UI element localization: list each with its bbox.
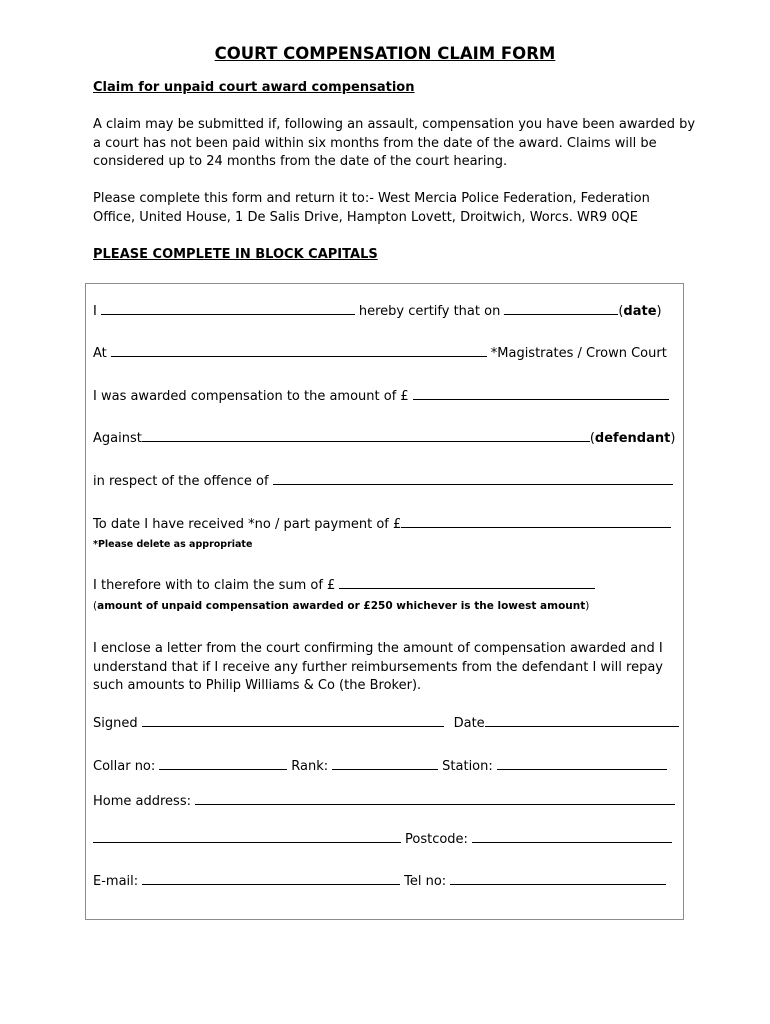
block-capitals-instruction: PLEASE COMPLETE IN BLOCK CAPITALS: [93, 247, 378, 262]
offence-row: [93, 473, 677, 489]
received-label: To date I have received *no / part payment of £: [93, 517, 402, 532]
defendant-field[interactable]: [142, 430, 590, 442]
enclose-line: I enclose a letter from the court confirming the amount of compensation awarded and I: [93, 641, 663, 656]
return-line: Please complete this form and return it to:- West Mercia Police Federation, Federation: [93, 191, 650, 206]
signature-field[interactable]: [142, 715, 444, 727]
station-field[interactable]: [497, 758, 667, 770]
awarded-amount-field[interactable]: [413, 388, 669, 400]
paren-open: (: [93, 600, 98, 612]
paren-open: (: [589, 431, 595, 446]
signed-date-field[interactable]: [485, 715, 679, 727]
postcode-row: [93, 831, 676, 847]
rank-field[interactable]: [332, 758, 438, 770]
intro-line: a court has not been paid within six months from the date of the award. Claims will be: [93, 135, 657, 151]
address-line-2-field[interactable]: [93, 831, 401, 843]
collar-label: Collar no:: [93, 759, 156, 774]
home-address-label: Home address:: [93, 794, 191, 809]
at-label: At: [93, 346, 107, 361]
court-row: [93, 345, 667, 361]
paren-close: ): [670, 431, 676, 446]
tel-label: Tel no:: [404, 874, 447, 889]
contact-row: [93, 873, 670, 889]
postcode-field[interactable]: [472, 831, 672, 843]
certify-label: hereby certify that on: [358, 304, 501, 319]
awarded-label: I was awarded compensation to the amount of £: [93, 389, 409, 404]
court-field[interactable]: [111, 345, 487, 357]
station-label: Station:: [442, 759, 493, 774]
enclose-line: such amounts to Philip Williams & Co (the Broker).: [93, 678, 422, 693]
intro-line: considered up to 24 months from the date of the court hearing.: [93, 154, 508, 169]
received-row: [93, 516, 675, 532]
form-title: COURT COMPENSATION CLAIM FORM: [214, 44, 556, 63]
paren-open: (: [618, 304, 624, 319]
court-option: *Magistrates / Crown Court: [490, 346, 667, 361]
certify-date-field[interactable]: [504, 303, 618, 315]
email-field[interactable]: [142, 873, 400, 885]
signed-row: [93, 715, 683, 731]
delete-note: *Please delete as appropriate: [93, 539, 253, 550]
name-field[interactable]: [101, 303, 355, 315]
return-paragraph: [93, 190, 693, 227]
enclose-line: understand that if I receive any further reimbursements from the defendant I will repay: [93, 659, 663, 675]
collar-field[interactable]: [159, 758, 287, 770]
address-row: [93, 793, 679, 809]
amount-note-line: [93, 600, 589, 612]
certify-prefix: I: [93, 304, 97, 319]
awarded-row: [93, 388, 673, 404]
return-line: Office, United House, 1 De Salis Drive, Hampton Lovett, Droitwich, Worcs. WR9 0QE: [93, 209, 638, 225]
offence-label: in respect of the offence of: [93, 474, 269, 489]
signed-label: Signed: [93, 716, 138, 731]
postcode-label: Postcode:: [405, 832, 468, 847]
date-word: date: [623, 304, 657, 319]
enclose-paragraph: [93, 640, 693, 696]
claim-label: I therefore with to claim the sum of £: [93, 578, 336, 593]
officer-row: [93, 758, 671, 774]
against-row: [93, 430, 675, 446]
form-subtitle: Claim for unpaid court award compensation: [93, 80, 415, 95]
intro-paragraph: [93, 116, 696, 172]
home-address-field[interactable]: [195, 793, 675, 805]
paren-close: ): [585, 600, 590, 612]
email-label: E-mail:: [93, 874, 139, 889]
intro-line: A claim may be submitted if, following an assault, compensation you have been awarded by: [93, 117, 696, 132]
claim-amount-field[interactable]: [339, 577, 595, 589]
paren-close: ): [656, 304, 662, 319]
amount-note: amount of unpaid compensation awarded or £250 whichever is the lowest amount: [97, 600, 586, 612]
date-label: Date: [453, 716, 485, 731]
against-label: Against: [93, 431, 142, 446]
certify-row: [93, 303, 662, 319]
rank-label: Rank:: [291, 759, 329, 774]
received-amount-field[interactable]: [401, 516, 671, 528]
defendant-word: defendant: [594, 431, 671, 446]
offence-field[interactable]: [273, 473, 673, 485]
claim-row: [93, 577, 599, 593]
tel-field[interactable]: [450, 873, 666, 885]
